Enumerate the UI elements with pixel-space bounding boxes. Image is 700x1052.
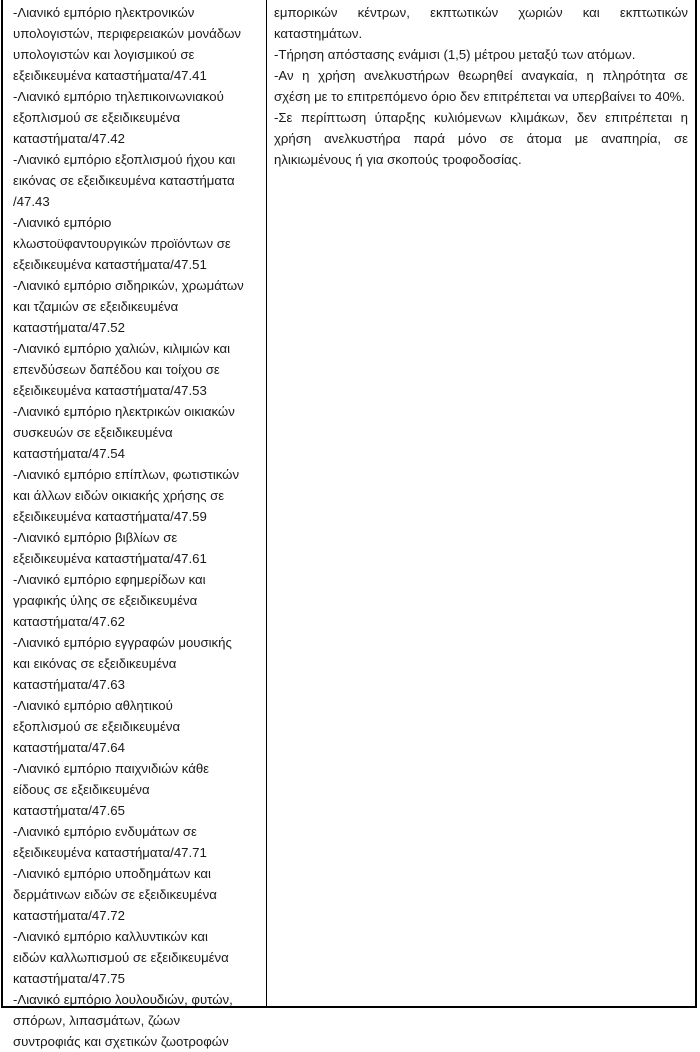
left-column-activities [3, 0, 267, 1049]
measure-paragraph: εμπορικών κέντρων, εκπτωτικών χωριών και εκπτωτικών καταστημάτων. [274, 5, 688, 41]
measure-paragraph: -Τήρηση απόστασης ενάμισι (1,5) μέτρου μεταξύ των ατόμων. [274, 47, 636, 62]
activity-list-text: -Λιανικό εμπόριο ηλεκτρονικών υπολογιστών, περιφερειακών μονάδων υπολογιστών και λογισμικού σε εξειδικευμένα καταστήματα/47.41 -Λιανικό εμπόριο τηλεπικοινωνιακού εξοπλισμού σε εξειδικευμένα καταστήματα/47.42 -Λιανικό εμπόριο εξοπλισμού ήχου και εικόνας σε εξειδικευμένα καταστήματα /47.43 -Λιανικό εμπόριο κλωστοϋφαντουργικών προϊόντων σε εξειδικευμένα καταστήματα/47.51 -Λιανικό εμπόριο σιδηρικών, χρωμάτων και τζαμιών σε εξειδικευμένα καταστήματα/47.52 -Λιανικό εμπόριο χαλιών, κιλιμιών και επενδύσεων δαπέδου και τοίχου σε εξειδικευμένα καταστήματα/47.53 -Λιανικό εμπόριο ηλεκτρικών οικιακών συσκευών σε εξειδικευμένα καταστήματα/47.54 -Λιανικό εμπόριο επίπλων, φωτιστικών και άλλων ειδών οικιακής χρήσης σε εξειδικευμένα καταστήματα/47.59 -Λιανικό εμπόριο βιβλίων σε εξειδικευμένα καταστήματα/47.61 -Λιανικό εμπόριο εφημερίδων και γραφικής ύλης σε εξειδικευμένα καταστήματα/47.62 -Λιανικό εμπόριο εγγραφών μουσικής και εικόνας σε εξειδικευμένα καταστήματα/47.63 -Λιανικό εμπόριο αθλητικού εξοπλισμού σε εξειδικευμένα καταστήματα/47.64 -Λιανικό εμπόριο παιχνιδιών κάθε είδους σε εξειδικευμένα καταστήματα/47.65 -Λιανικό εμπόριο ενδυμάτων σε εξειδικευμένα καταστήματα/47.71 -Λιανικό εμπόριο υποδημάτων και δερμάτινων ειδών σε εξειδικευμένα καταστήματα/47.72 -Λιανικό εμπόριο καλλυντικών και ειδών καλλωπισμού σε εξειδικευμένα καταστήματα/47.75 -Λιανικό εμπόριο λουλουδιών, φυτών, σπόρων, λιπασμάτων, ζώων συντροφιάς και σχετικών ζωοτροφών [13, 5, 244, 1049]
right-column-measures [267, 0, 695, 1006]
document-table [1, 0, 697, 1049]
measure-paragraph: -Σε περίπτωση ύπαρξης κυλιόμενων κλιμάκων, δεν επιτρέπεται η χρήση ανελκυστήρα παρά μόνο σε άτομα με αναπηρία, σε ηλικιωμένους ή για σκοπούς τροφοδοσίας. [274, 110, 688, 167]
measure-paragraph: -Αν η χρήση ανελκυστήρων θεωρηθεί αναγκαία, η πληρότητα σε σχέση με το επιτρεπόμενο όριο δεν επιτρέπεται να υπερβαίνει το 40%. [274, 68, 688, 104]
